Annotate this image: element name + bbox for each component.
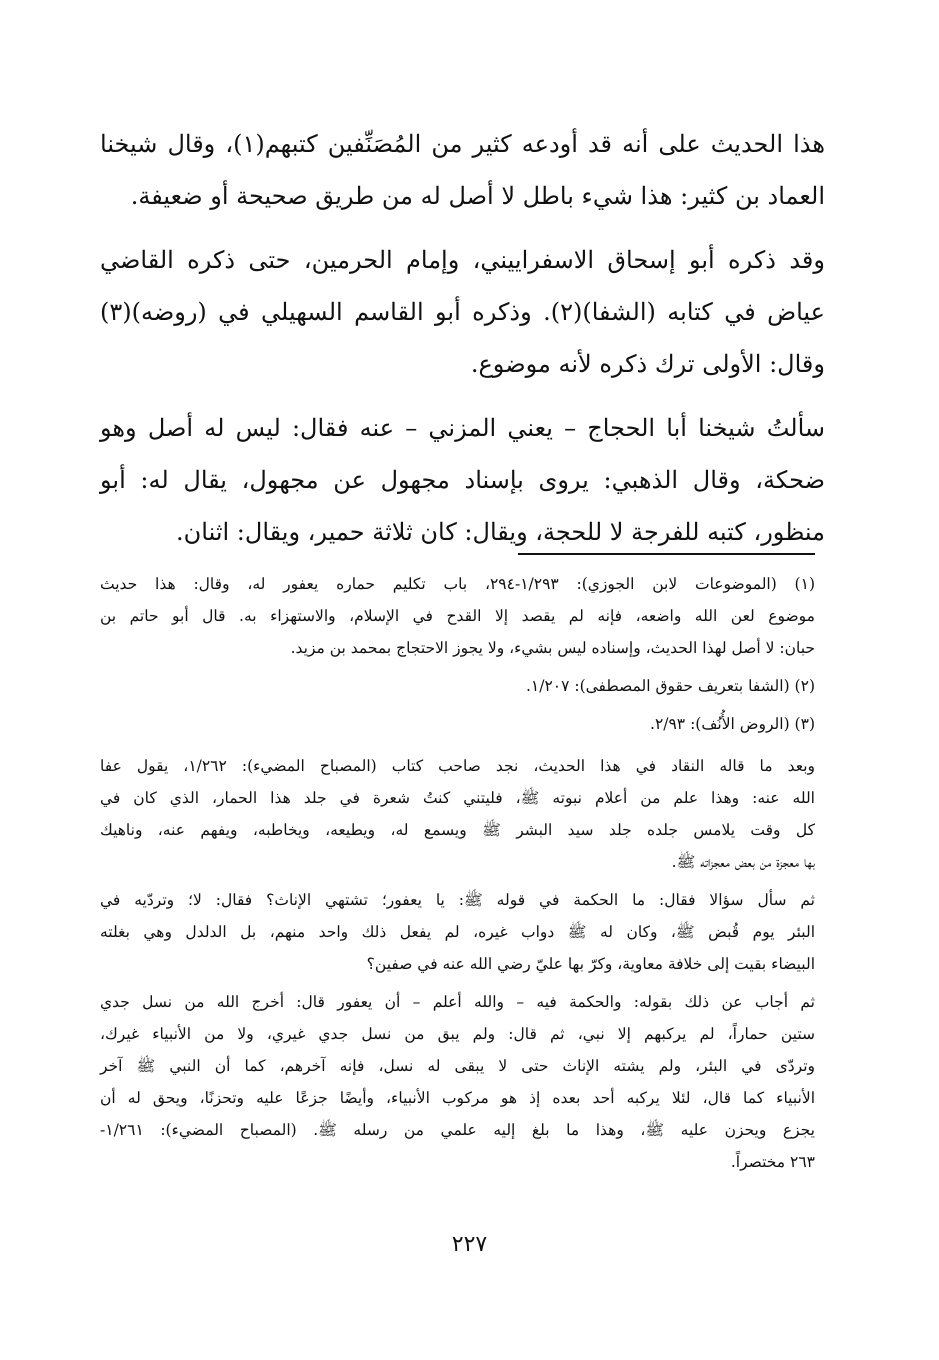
footnote-line: البئر يوم قُبض ﷺ، وكان له ﷺ دواب غيره، لم يفعل ذلك واحد منهم، بل الدلدل وهي بغلته xyxy=(100,923,815,941)
page-number: ٢٢٧ xyxy=(451,1232,488,1257)
footnote-line: ستين حماراً، لم يركبهم إلا نبي، ثم قال: ولم يبق من نسل جدي غيري، ولا من الأنبياء غيرك، xyxy=(100,1025,815,1043)
paragraph-3 xyxy=(100,402,825,558)
footnote-line: بها معجزة من بعض معجزاته ﷺ. xyxy=(671,853,815,871)
footnote-line: وبعد ما قاله النقاد في هذا الحديث، نجد صاحب كتاب (المصباح المضيء): ١/٢٦٢، يقول عفا xyxy=(100,757,815,775)
text-line: هذا الحديث على أنه قد أودعه كثير من المُصَنِّفين كتبهم(١)، وقال شيخنا xyxy=(100,130,826,158)
footnote-line: وتردّى في البئر، ولم يشته الإناث حتى لا يبقى له نسل، فإنه آخرهم، كما أن النبي ﷺ آخر xyxy=(100,1057,815,1075)
footnote-1 xyxy=(100,568,815,664)
footnote-line: حبان: لا أصل لهذا الحديث، وإسناده ليس بشيء، ولا يجوز الاحتجاج بمحمد بن مزيد. xyxy=(290,639,815,657)
footnote-line: كل وقت يلامس جلده جلد سيد البشر ﷺ ويسمع له، ويطيعه، ويخاطبه، ويفهم عنه، وناهيك xyxy=(100,821,815,839)
footnote-comment-2 xyxy=(100,884,815,980)
footnote-comment-3 xyxy=(100,986,815,1178)
footnote-line: الله عنه: وهذا علم من أعلام نبوته ﷺ، فليتني كنتُ شعرة في جلد هذا الحمار، الذي كان في xyxy=(100,789,815,807)
footnote-line: ثم سأل سؤالا فقال: ما الحكمة في قوله ﷺ: يا يعفور؛ تشتهي الإناث؟ فقال: لا؛ وتردّيه في xyxy=(100,891,815,909)
footnote-line: يجزع ويحزن عليه ﷺ، وهذا ما بلغ إليه علمي من رسله ﷺ. (المصباح المضيء): ١/٢٦١- xyxy=(100,1121,815,1139)
footnote-line: (٣) (الروض الأُنُف): ٢/٩٣. xyxy=(650,715,815,733)
text-line: عياض في كتابه (الشفا)(٢). وذكره أبو القاسم السهيلي في (روضه)(٣) xyxy=(100,298,825,326)
text-line: وقال: الأولى ترك ذكره لأنه موضوع. xyxy=(470,350,825,378)
text-line: وقد ذكره أبو إسحاق الاسفراييني، وإمام الحرمين، حتى ذكره القاضي xyxy=(100,246,825,274)
footnotes xyxy=(100,568,815,1184)
footnote-separator xyxy=(518,553,815,555)
text-line: ضحكة، وقال الذهبي: يروى بإسناد مجهول عن مجهول، يقال له: أبو xyxy=(100,466,825,494)
footnote-2 xyxy=(100,670,815,702)
footnote-line: ثم أجاب عن ذلك بقوله: والحكمة فيه – والله أعلم – أن يعفور قال: أخرج الله من نسل جدي xyxy=(100,993,815,1011)
footnote-line: البيضاء بقيت إلى خلافة معاوية، وكرّ بها عليّ رضي الله عنه في صفين؟ xyxy=(366,955,815,973)
text-line: سألتُ شيخنا أبا الحجاج – يعني المزني – عنه فقال: ليس له أصل وهو xyxy=(100,414,825,442)
footnote-line: ٢٦٣ مختصراً. xyxy=(730,1153,815,1171)
text-line: منظور، كتبه للفرجة لا للحجة، ويقال: كان ثلاثة حمير، ويقال: اثنان. xyxy=(176,518,825,546)
footnote-3 xyxy=(100,708,815,740)
footnote-line: الأنبياء كما قال، لئلا يركبه أحد بعده إذ هو مركوب الأنبياء، وأيضًا جزعًا عليه وتحزنًا، ويحق له أن xyxy=(100,1089,815,1107)
footnote-line: (٢) (الشفا بتعريف حقوق المصطفى): ١/٢٠٧. xyxy=(525,677,815,695)
text-line: العماد بن كثير: هذا شيء باطل لا أصل له من طريق صحيحة أو ضعيفة. xyxy=(130,182,825,210)
paragraph-2 xyxy=(100,234,825,390)
footnote-line: موضوع لعن الله واضعه، فإنه لم يقصد إلا القدح في الإسلام، والاستهزاء به. قال أبو حاتم بن xyxy=(100,607,815,625)
footnote-comment-1 xyxy=(100,750,815,878)
paragraph-1 xyxy=(100,118,825,222)
footnote-line: (١) (الموضوعات لابن الجوزي): ١/٢٩٣-٢٩٤، باب تكليم حماره يعفور له، وقال: هذا حديث xyxy=(100,575,815,593)
main-text xyxy=(100,118,825,570)
